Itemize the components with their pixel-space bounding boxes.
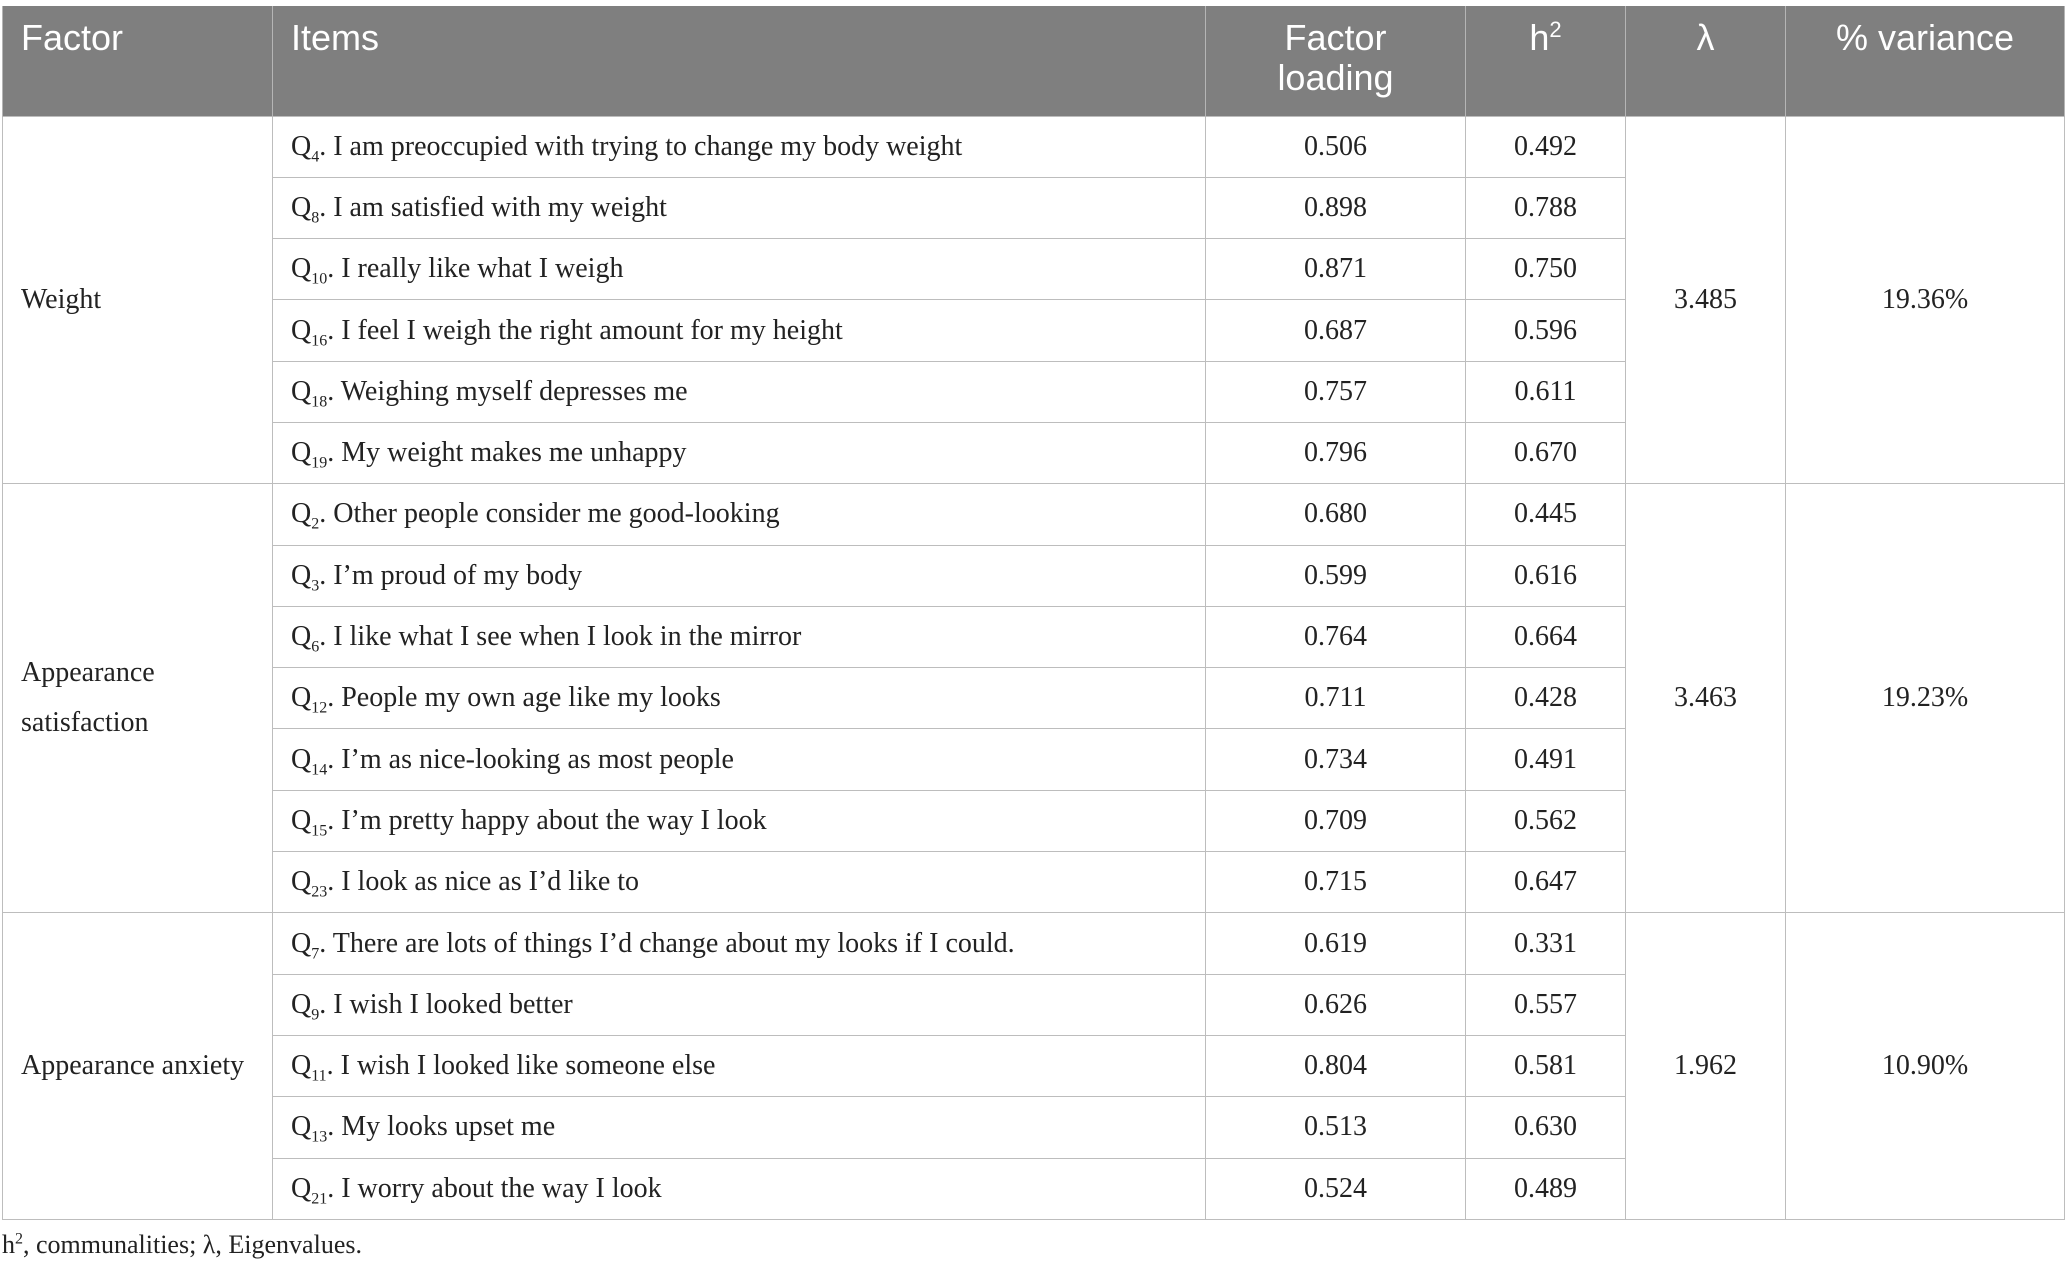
communality-cell: 0.647: [1466, 852, 1626, 913]
item-text: . There are lots of things I’d change about my looks if I could.: [319, 927, 1015, 959]
factor-loading-cell: 0.715: [1206, 852, 1466, 913]
item-cell: [273, 852, 1206, 913]
item-text: . I wish I looked like someone else: [326, 1050, 716, 1082]
header-items: Items: [273, 6, 1206, 116]
factor-loading-cell: 0.804: [1206, 1035, 1466, 1096]
item-cell: [273, 300, 1206, 361]
communality-cell: 0.428: [1466, 668, 1626, 729]
item-text: . Other people consider me good-looking: [319, 498, 780, 530]
item-q-number: 11: [311, 1067, 327, 1085]
factor-loading-cell: 0.898: [1206, 177, 1466, 238]
item-q-letter: Q: [291, 375, 312, 407]
communality-cell: 0.596: [1466, 300, 1626, 361]
factor-loading-cell: 0.680: [1206, 484, 1466, 545]
item-q-number: 10: [311, 270, 328, 288]
item-q-number: 7: [311, 945, 320, 963]
item-text: . I am satisfied with my weight: [319, 191, 667, 223]
header-factor-loading-line1: Factor: [1284, 17, 1387, 58]
item-q-letter: Q: [291, 253, 312, 285]
item-cell: [273, 239, 1206, 300]
item-cell: [273, 1097, 1206, 1158]
header-row: [3, 6, 2065, 116]
header-h2-base: h: [1529, 17, 1550, 58]
factor-loading-cell: 0.599: [1206, 545, 1466, 606]
item-q-number: 18: [311, 393, 328, 411]
item-text: . I worry about the way I look: [327, 1172, 662, 1204]
communality-cell: 0.445: [1466, 484, 1626, 545]
item-q-number: 14: [311, 761, 328, 779]
eigenvalue-cell: 3.463: [1626, 484, 1786, 913]
factor-loading-cell: 0.619: [1206, 913, 1466, 974]
factor-loading-cell: 0.506: [1206, 116, 1466, 177]
item-q-number: 3: [311, 577, 320, 595]
header-lambda: λ: [1626, 6, 1786, 116]
item-q-letter: Q: [291, 743, 312, 775]
variance-cell: 19.23%: [1786, 484, 2065, 913]
table-row: [3, 484, 2065, 545]
factor-loading-cell: 0.513: [1206, 1097, 1466, 1158]
factor-loading-cell: 0.709: [1206, 790, 1466, 851]
item-q-letter: Q: [291, 927, 312, 959]
item-q-letter: Q: [291, 682, 312, 714]
item-text: . My looks upset me: [327, 1111, 556, 1143]
communality-cell: 0.562: [1466, 790, 1626, 851]
item-text: . I really like what I weigh: [327, 253, 624, 285]
eigenvalue-cell: 1.962: [1626, 913, 1786, 1219]
factor-loading-cell: 0.757: [1206, 361, 1466, 422]
item-q-letter: Q: [291, 191, 312, 223]
table-row: [3, 116, 2065, 177]
factor-loading-cell: 0.687: [1206, 300, 1466, 361]
header-factor: Factor: [3, 6, 273, 116]
communality-cell: 0.557: [1466, 974, 1626, 1035]
item-q-number: 2: [311, 516, 320, 534]
header-factor-loading: [1206, 6, 1466, 116]
item-q-number: 6: [311, 638, 320, 656]
header-h2: [1466, 6, 1626, 116]
factor-loading-cell: 0.734: [1206, 729, 1466, 790]
item-cell: [273, 422, 1206, 483]
item-q-letter: Q: [291, 314, 312, 346]
item-cell: [273, 974, 1206, 1035]
footnote-h-base: h: [2, 1230, 15, 1259]
item-q-number: 13: [311, 1128, 328, 1146]
item-q-number: 8: [311, 209, 320, 227]
item-text: . I’m as nice-looking as most people: [327, 743, 734, 775]
item-cell: [273, 790, 1206, 851]
table-footnote: [2, 1230, 362, 1260]
item-text: . I like what I see when I look in the mirror: [319, 621, 802, 653]
variance-cell: 19.36%: [1786, 116, 2065, 484]
item-q-letter: Q: [291, 1111, 312, 1143]
communality-cell: 0.630: [1466, 1097, 1626, 1158]
item-q-number: 23: [311, 883, 328, 901]
header-factor-loading-line2: loading: [1277, 57, 1394, 98]
item-q-number: 19: [311, 454, 328, 472]
table-row: [3, 913, 2065, 974]
item-cell: [273, 606, 1206, 667]
table-header: [3, 6, 2065, 116]
factor-loading-cell: 0.871: [1206, 239, 1466, 300]
communality-cell: 0.750: [1466, 239, 1626, 300]
item-q-letter: Q: [291, 130, 312, 162]
item-cell: [273, 668, 1206, 729]
item-q-letter: Q: [291, 804, 312, 836]
item-q-number: 15: [311, 822, 328, 840]
item-cell: [273, 116, 1206, 177]
item-q-letter: Q: [291, 988, 312, 1020]
communality-cell: 0.788: [1466, 177, 1626, 238]
item-q-letter: Q: [291, 1050, 312, 1082]
communality-cell: 0.611: [1466, 361, 1626, 422]
communality-cell: 0.664: [1466, 606, 1626, 667]
communality-cell: 0.489: [1466, 1158, 1626, 1219]
communality-cell: 0.616: [1466, 545, 1626, 606]
item-cell: [273, 484, 1206, 545]
item-q-number: 21: [311, 1190, 328, 1208]
item-q-letter: Q: [291, 621, 312, 653]
footnote-text: , communalities; λ, Eigenvalues.: [23, 1230, 362, 1259]
eigenvalue-cell: 3.485: [1626, 116, 1786, 484]
factor-loading-cell: 0.626: [1206, 974, 1466, 1035]
item-text: . My weight makes me unhappy: [327, 437, 687, 469]
table-body: [3, 116, 2065, 1219]
item-cell: [273, 913, 1206, 974]
item-text: . Weighing myself depresses me: [327, 375, 688, 407]
variance-cell: 10.90%: [1786, 913, 2065, 1219]
item-q-letter: Q: [291, 437, 312, 469]
item-q-letter: Q: [291, 866, 312, 898]
item-cell: [273, 1035, 1206, 1096]
item-text: . I am preoccupied with trying to change my body weight: [319, 130, 963, 162]
item-q-letter: Q: [291, 498, 312, 530]
factor-loading-cell: 0.524: [1206, 1158, 1466, 1219]
communality-cell: 0.670: [1466, 422, 1626, 483]
item-cell: [273, 545, 1206, 606]
communality-cell: 0.491: [1466, 729, 1626, 790]
item-text: . I feel I weigh the right amount for my height: [327, 314, 843, 346]
factor-name-cell: Appearance anxiety: [3, 913, 273, 1219]
item-text: . I look as nice as I’d like to: [327, 866, 640, 898]
factor-loading-cell: 0.764: [1206, 606, 1466, 667]
factor-name-cell: Weight: [3, 116, 273, 484]
communality-cell: 0.581: [1466, 1035, 1626, 1096]
item-text: . I wish I looked better: [319, 988, 573, 1020]
factor-loading-cell: 0.796: [1206, 422, 1466, 483]
item-text: . I’m pretty happy about the way I look: [327, 804, 767, 836]
header-h2-sup: 2: [1549, 17, 1562, 42]
header-variance: % variance: [1786, 6, 2065, 116]
factor-analysis-table-container: [2, 6, 2064, 1220]
item-cell: [273, 361, 1206, 422]
item-q-letter: Q: [291, 1172, 312, 1204]
item-cell: [273, 1158, 1206, 1219]
item-q-number: 4: [311, 148, 320, 166]
item-cell: [273, 729, 1206, 790]
item-q-number: 9: [311, 1006, 320, 1024]
item-q-letter: Q: [291, 559, 312, 591]
item-text: . People my own age like my looks: [327, 682, 721, 714]
factor-name-cell: Appearance satisfaction: [3, 484, 273, 913]
footnote-h-sup: 2: [15, 1230, 23, 1248]
factor-loading-cell: 0.711: [1206, 668, 1466, 729]
item-text: . I’m proud of my body: [319, 559, 583, 591]
item-cell: [273, 177, 1206, 238]
factor-analysis-table: [2, 6, 2065, 1220]
item-q-number: 12: [311, 699, 328, 717]
item-q-number: 16: [311, 332, 328, 350]
communality-cell: 0.331: [1466, 913, 1626, 974]
communality-cell: 0.492: [1466, 116, 1626, 177]
